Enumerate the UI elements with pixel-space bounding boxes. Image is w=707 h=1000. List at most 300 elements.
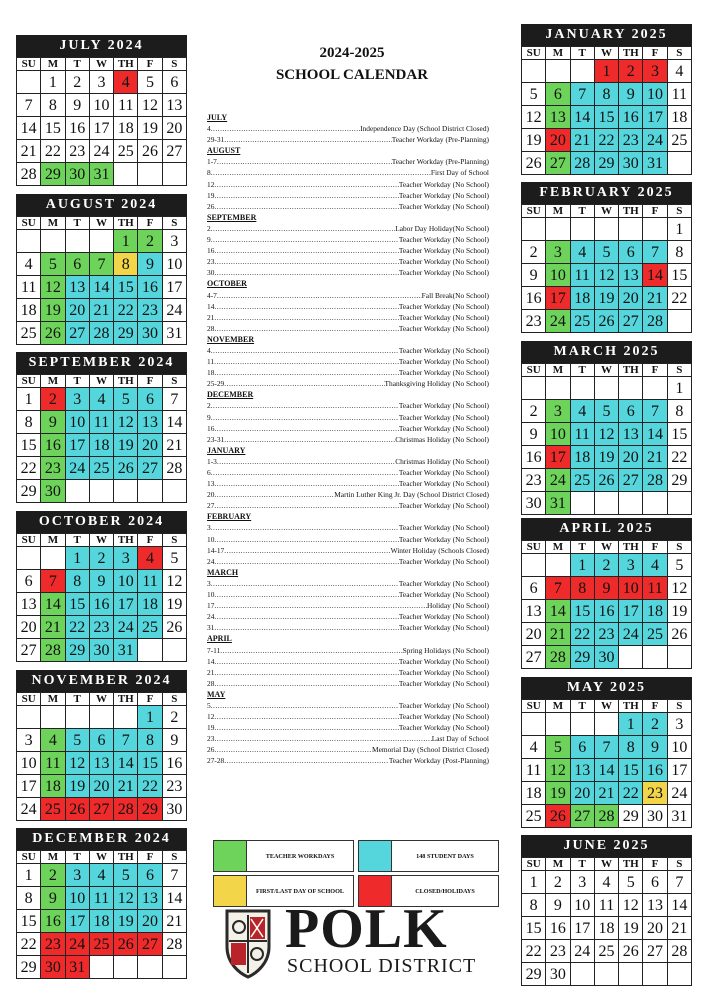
week-row <box>17 706 187 729</box>
day-cell: 27 <box>571 805 595 828</box>
event-date: 12 <box>207 179 215 189</box>
day-cell: 21 <box>668 917 692 940</box>
day-cell: 14 <box>114 752 138 775</box>
event-row <box>207 356 489 367</box>
calendar-grid <box>521 699 692 828</box>
weekday-label: TH <box>619 364 643 377</box>
event-leader-dots <box>214 611 399 622</box>
event-row <box>207 167 489 178</box>
day-cell: 16 <box>90 593 114 616</box>
day-cell: 21 <box>90 299 114 322</box>
day-cell: 8 <box>17 887 41 910</box>
event-row <box>207 522 489 533</box>
day-cell: 25 <box>138 616 162 639</box>
day-cell: 3 <box>163 230 187 253</box>
day-cell: 29 <box>17 480 41 503</box>
event-date: 24 <box>207 556 215 566</box>
day-cell: 17 <box>546 446 570 469</box>
calendar-month-title: JANUARY 2025 <box>521 24 692 46</box>
day-cell: 25 <box>668 129 692 152</box>
day-cell: 5 <box>114 388 138 411</box>
empty-day-cell <box>66 230 90 253</box>
day-cell: 7 <box>114 729 138 752</box>
event-description: Teacher Workday (No School) <box>398 201 489 211</box>
legend-label: 148 STUDENT DAYS <box>416 852 474 860</box>
weekday-label: F <box>643 47 667 60</box>
weekday-label: F <box>643 205 667 218</box>
day-cell: 1 <box>619 713 643 736</box>
day-cell: 21 <box>571 129 595 152</box>
week-row <box>522 423 692 446</box>
weekday-label: M <box>546 47 570 60</box>
event-leader-dots <box>214 190 399 201</box>
empty-day-cell <box>643 646 667 669</box>
weekday-label: SU <box>522 858 546 871</box>
week-row <box>17 616 187 639</box>
weekday-header-row <box>17 375 187 388</box>
day-cell: 17 <box>90 117 114 140</box>
day-cell: 22 <box>571 623 595 646</box>
week-row <box>522 83 692 106</box>
day-cell: 25 <box>90 933 114 956</box>
event-row <box>207 755 489 766</box>
day-cell: 6 <box>522 577 546 600</box>
weekday-header-row <box>522 205 692 218</box>
day-cell: 9 <box>595 577 619 600</box>
day-cell: 9 <box>619 83 643 106</box>
week-row <box>522 759 692 782</box>
event-description: Teacher Workday (No School) <box>398 556 489 566</box>
event-date: 27 <box>207 501 215 511</box>
weekday-label: F <box>138 534 162 547</box>
day-cell: 4 <box>114 71 138 94</box>
day-cell: 19 <box>138 117 162 140</box>
day-cell: 11 <box>522 759 546 782</box>
day-cell: 5 <box>163 547 187 570</box>
empty-day-cell <box>546 218 570 241</box>
event-leader-dots <box>211 522 399 533</box>
day-cell: 22 <box>114 299 138 322</box>
event-row <box>207 434 489 445</box>
day-cell: 9 <box>41 887 65 910</box>
week-row <box>17 94 187 117</box>
day-cell: 22 <box>595 129 619 152</box>
event-description: Teacher Workday (Pre-Planning) <box>391 157 489 167</box>
day-cell: 6 <box>163 71 187 94</box>
week-row <box>17 322 187 345</box>
event-date: 30 <box>207 268 215 278</box>
week-row <box>17 388 187 411</box>
day-cell: 7 <box>163 864 187 887</box>
day-cell: 7 <box>643 241 667 264</box>
weekday-label: TH <box>114 534 138 547</box>
weekday-label: S <box>163 58 187 71</box>
week-row <box>522 577 692 600</box>
empty-day-cell <box>571 492 595 515</box>
day-cell: 2 <box>41 388 65 411</box>
day-cell: 15 <box>571 600 595 623</box>
event-description: Teacher Workday (No School) <box>398 656 489 666</box>
event-row <box>207 711 489 722</box>
event-date: 4-7 <box>207 290 217 300</box>
event-row <box>207 223 489 234</box>
day-cell: 1 <box>595 60 619 83</box>
event-date: 28 <box>207 323 215 333</box>
event-description: Fall Break(No School) <box>421 290 489 300</box>
event-leader-dots <box>217 290 422 301</box>
event-date: 26 <box>207 745 215 755</box>
weekday-header-row <box>522 541 692 554</box>
day-cell: 9 <box>546 894 570 917</box>
event-leader-dots <box>211 167 431 178</box>
weekday-label: M <box>546 541 570 554</box>
empty-day-cell <box>17 706 41 729</box>
day-cell: 2 <box>522 241 546 264</box>
event-description: Teacher Workday (No School) <box>398 368 489 378</box>
event-date: 4 <box>207 124 211 134</box>
page-title-year: 2024-2025 <box>319 45 385 61</box>
day-cell: 7 <box>668 871 692 894</box>
weekday-label: TH <box>619 47 643 60</box>
event-row <box>207 378 489 389</box>
day-cell: 22 <box>138 775 162 798</box>
week-row <box>522 713 692 736</box>
day-cell: 19 <box>522 129 546 152</box>
legend-item <box>358 840 499 872</box>
day-cell: 22 <box>17 933 41 956</box>
empty-day-cell <box>66 706 90 729</box>
event-leader-dots <box>214 656 399 667</box>
week-row <box>522 400 692 423</box>
weekday-label: W <box>595 858 619 871</box>
day-cell: 30 <box>41 480 65 503</box>
weekday-label: TH <box>114 58 138 71</box>
day-cell: 1 <box>66 547 90 570</box>
weekday-label: TH <box>114 217 138 230</box>
event-leader-dots <box>214 534 399 545</box>
empty-day-cell <box>90 230 114 253</box>
empty-day-cell <box>571 218 595 241</box>
day-cell: 21 <box>114 775 138 798</box>
day-cell: 16 <box>595 600 619 623</box>
event-row <box>207 545 489 556</box>
day-cell: 1 <box>522 871 546 894</box>
empty-day-cell <box>546 713 570 736</box>
weekday-header-row <box>17 217 187 230</box>
event-description: Teacher Workday (No School) <box>398 468 489 477</box>
day-cell: 12 <box>66 752 90 775</box>
weekday-label: TH <box>114 375 138 388</box>
day-cell: 22 <box>619 782 643 805</box>
event-date: 3 <box>207 578 211 588</box>
event-date: 9 <box>207 412 211 422</box>
day-cell: 16 <box>643 759 667 782</box>
day-cell: 19 <box>546 782 570 805</box>
day-cell: 6 <box>138 388 162 411</box>
weekday-header-row <box>17 58 187 71</box>
weekday-label: W <box>595 364 619 377</box>
event-leader-dots <box>214 356 399 367</box>
event-leader-dots <box>211 400 399 411</box>
day-cell: 17 <box>66 910 90 933</box>
event-description: Teacher Workday (Pre-Planning) <box>391 135 489 145</box>
day-cell: 14 <box>163 411 187 434</box>
day-cell: 1 <box>114 230 138 253</box>
day-cell: 16 <box>138 276 162 299</box>
event-date: 14 <box>207 656 215 666</box>
empty-day-cell <box>668 310 692 333</box>
day-cell: 12 <box>114 887 138 910</box>
day-cell: 14 <box>595 759 619 782</box>
day-cell: 22 <box>668 446 692 469</box>
weekday-label: F <box>138 375 162 388</box>
event-leader-dots <box>214 267 399 278</box>
empty-day-cell <box>619 492 643 515</box>
day-cell: 22 <box>66 616 90 639</box>
day-cell: 21 <box>163 910 187 933</box>
event-leader-dots <box>211 345 399 356</box>
day-cell: 29 <box>595 152 619 175</box>
day-cell: 19 <box>66 775 90 798</box>
event-date: 4 <box>207 345 211 355</box>
calendar-month-title: FEBRUARY 2025 <box>521 182 692 204</box>
weekday-label: M <box>41 534 65 547</box>
day-cell: 18 <box>522 782 546 805</box>
weekday-label: S <box>668 700 692 713</box>
day-cell: 10 <box>546 264 570 287</box>
event-description: Teacher Workday (No School) <box>398 423 489 433</box>
day-cell: 13 <box>619 423 643 446</box>
day-cell: 5 <box>66 729 90 752</box>
week-row <box>522 600 692 623</box>
empty-day-cell <box>619 646 643 669</box>
day-cell: 27 <box>138 457 162 480</box>
event-leader-dots <box>224 434 395 445</box>
day-cell: 18 <box>571 287 595 310</box>
day-cell: 24 <box>66 457 90 480</box>
day-cell: 27 <box>546 152 570 175</box>
event-description: Teacher Workday (No School) <box>398 323 489 333</box>
day-cell: 26 <box>546 805 570 828</box>
day-cell: 19 <box>595 287 619 310</box>
day-cell: 22 <box>41 140 65 163</box>
empty-day-cell <box>571 963 595 986</box>
event-leader-dots <box>211 578 399 589</box>
day-cell: 1 <box>138 706 162 729</box>
calendar-month-title: AUGUST 2024 <box>16 194 187 216</box>
day-cell: 4 <box>138 547 162 570</box>
empty-day-cell <box>114 163 138 186</box>
week-row <box>17 639 187 662</box>
day-cell: 6 <box>619 241 643 264</box>
day-cell: 20 <box>619 287 643 310</box>
event-description: Teacher Workday (No School) <box>398 590 489 600</box>
day-cell: 2 <box>522 400 546 423</box>
day-cell: 28 <box>643 469 667 492</box>
weekday-label: W <box>90 58 114 71</box>
empty-day-cell <box>90 956 114 979</box>
day-cell: 17 <box>668 759 692 782</box>
day-cell: 12 <box>595 423 619 446</box>
day-cell: 14 <box>41 593 65 616</box>
day-cell: 11 <box>643 577 667 600</box>
day-cell: 13 <box>643 894 667 917</box>
day-cell: 17 <box>114 593 138 616</box>
event-date: 29-31 <box>207 135 225 145</box>
event-row <box>207 179 489 190</box>
event-month-heading: NOVEMBER <box>207 334 255 344</box>
day-cell: 15 <box>17 434 41 457</box>
day-cell: 8 <box>41 94 65 117</box>
event-leader-dots <box>214 600 427 611</box>
week-row <box>522 129 692 152</box>
weekday-label: T <box>66 217 90 230</box>
day-cell: 8 <box>138 729 162 752</box>
weekday-label: SU <box>17 534 41 547</box>
day-cell: 15 <box>66 593 90 616</box>
event-description: Thanksgiving Holiday (No School) <box>384 379 489 389</box>
day-cell: 21 <box>546 623 570 646</box>
day-cell: 24 <box>163 299 187 322</box>
week-row <box>522 492 692 515</box>
day-cell: 15 <box>17 910 41 933</box>
day-cell: 16 <box>41 434 65 457</box>
day-cell: 26 <box>114 457 138 480</box>
empty-day-cell <box>668 492 692 515</box>
event-month-heading: MAY <box>207 689 226 699</box>
empty-day-cell <box>668 963 692 986</box>
day-cell: 6 <box>546 83 570 106</box>
day-cell: 11 <box>17 276 41 299</box>
empty-day-cell <box>114 706 138 729</box>
day-cell: 12 <box>668 577 692 600</box>
calendar-grid <box>16 850 187 979</box>
weekday-label: F <box>138 851 162 864</box>
day-cell: 17 <box>66 434 90 457</box>
calendar-october-2024 <box>16 511 187 662</box>
calendar-august-2024 <box>16 194 187 345</box>
day-cell: 23 <box>619 129 643 152</box>
week-row <box>17 253 187 276</box>
day-cell: 29 <box>114 322 138 345</box>
event-month-heading: SEPTEMBER <box>207 212 257 222</box>
event-description: Teacher Workday (No School) <box>398 246 489 256</box>
weekday-label: T <box>66 375 90 388</box>
event-description: Teacher Workday (No School) <box>398 501 489 511</box>
day-cell: 13 <box>138 411 162 434</box>
day-cell: 12 <box>41 276 65 299</box>
day-cell: 23 <box>643 782 667 805</box>
day-cell: 17 <box>163 276 187 299</box>
event-date: 20 <box>207 490 215 500</box>
day-cell: 24 <box>66 933 90 956</box>
event-description: Independence Day (School District Closed) <box>360 124 489 134</box>
event-row <box>207 645 489 656</box>
day-cell: 29 <box>522 963 546 986</box>
day-cell: 8 <box>571 577 595 600</box>
event-leader-dots <box>214 179 399 190</box>
district-logo <box>223 898 493 980</box>
weekday-header-row <box>522 700 692 713</box>
event-date: 14 <box>207 301 215 311</box>
event-description: Teacher Workday (No School) <box>398 712 489 722</box>
day-cell: 31 <box>546 492 570 515</box>
day-cell: 15 <box>522 917 546 940</box>
weekday-label: SU <box>17 375 41 388</box>
day-cell: 1 <box>668 377 692 400</box>
calendar-month-title: MAY 2025 <box>521 677 692 699</box>
event-date: 9 <box>207 235 211 245</box>
legend <box>213 840 499 907</box>
event-leader-dots <box>214 201 399 212</box>
calendar-month-title: NOVEMBER 2024 <box>16 670 187 692</box>
week-row <box>522 782 692 805</box>
day-cell: 27 <box>619 310 643 333</box>
event-month-heading: JANUARY <box>207 445 246 455</box>
event-description: Teacher Workday (No School) <box>398 412 489 422</box>
weekday-header-row <box>17 851 187 864</box>
day-cell: 21 <box>41 616 65 639</box>
day-cell: 9 <box>643 736 667 759</box>
empty-day-cell <box>17 230 41 253</box>
day-cell: 4 <box>668 60 692 83</box>
empty-day-cell <box>114 480 138 503</box>
day-cell: 23 <box>522 469 546 492</box>
calendar-july-2024 <box>16 35 187 186</box>
day-cell: 2 <box>546 871 570 894</box>
empty-day-cell <box>114 956 138 979</box>
event-leader-dots <box>224 134 391 145</box>
event-leader-dots <box>214 733 431 744</box>
day-cell: 11 <box>114 94 138 117</box>
day-cell: 7 <box>595 736 619 759</box>
day-cell: 1 <box>41 71 65 94</box>
day-cell: 4 <box>90 388 114 411</box>
day-cell: 28 <box>114 798 138 821</box>
day-cell: 20 <box>619 446 643 469</box>
day-cell: 13 <box>90 752 114 775</box>
event-leader-dots <box>214 423 399 434</box>
event-leader-dots <box>211 234 399 245</box>
event-date: 26 <box>207 201 215 211</box>
empty-day-cell <box>546 60 570 83</box>
day-cell: 25 <box>643 623 667 646</box>
day-cell: 25 <box>595 940 619 963</box>
day-cell: 10 <box>546 423 570 446</box>
weekday-label: M <box>41 217 65 230</box>
day-cell: 20 <box>643 917 667 940</box>
day-cell: 8 <box>66 570 90 593</box>
event-row <box>207 656 489 667</box>
event-row <box>207 423 489 434</box>
event-description: Teacher Workday (No School) <box>398 578 489 588</box>
event-row <box>207 312 489 323</box>
day-cell: 16 <box>522 446 546 469</box>
weekday-label: W <box>595 47 619 60</box>
week-row <box>522 736 692 759</box>
weekday-label: F <box>643 858 667 871</box>
event-date: 5 <box>207 700 211 710</box>
day-cell: 8 <box>595 83 619 106</box>
week-row <box>522 894 692 917</box>
empty-day-cell <box>522 554 546 577</box>
event-leader-dots <box>217 456 395 467</box>
day-cell: 2 <box>90 547 114 570</box>
day-cell: 20 <box>138 434 162 457</box>
empty-day-cell <box>595 713 619 736</box>
week-row <box>17 933 187 956</box>
empty-day-cell <box>571 60 595 83</box>
